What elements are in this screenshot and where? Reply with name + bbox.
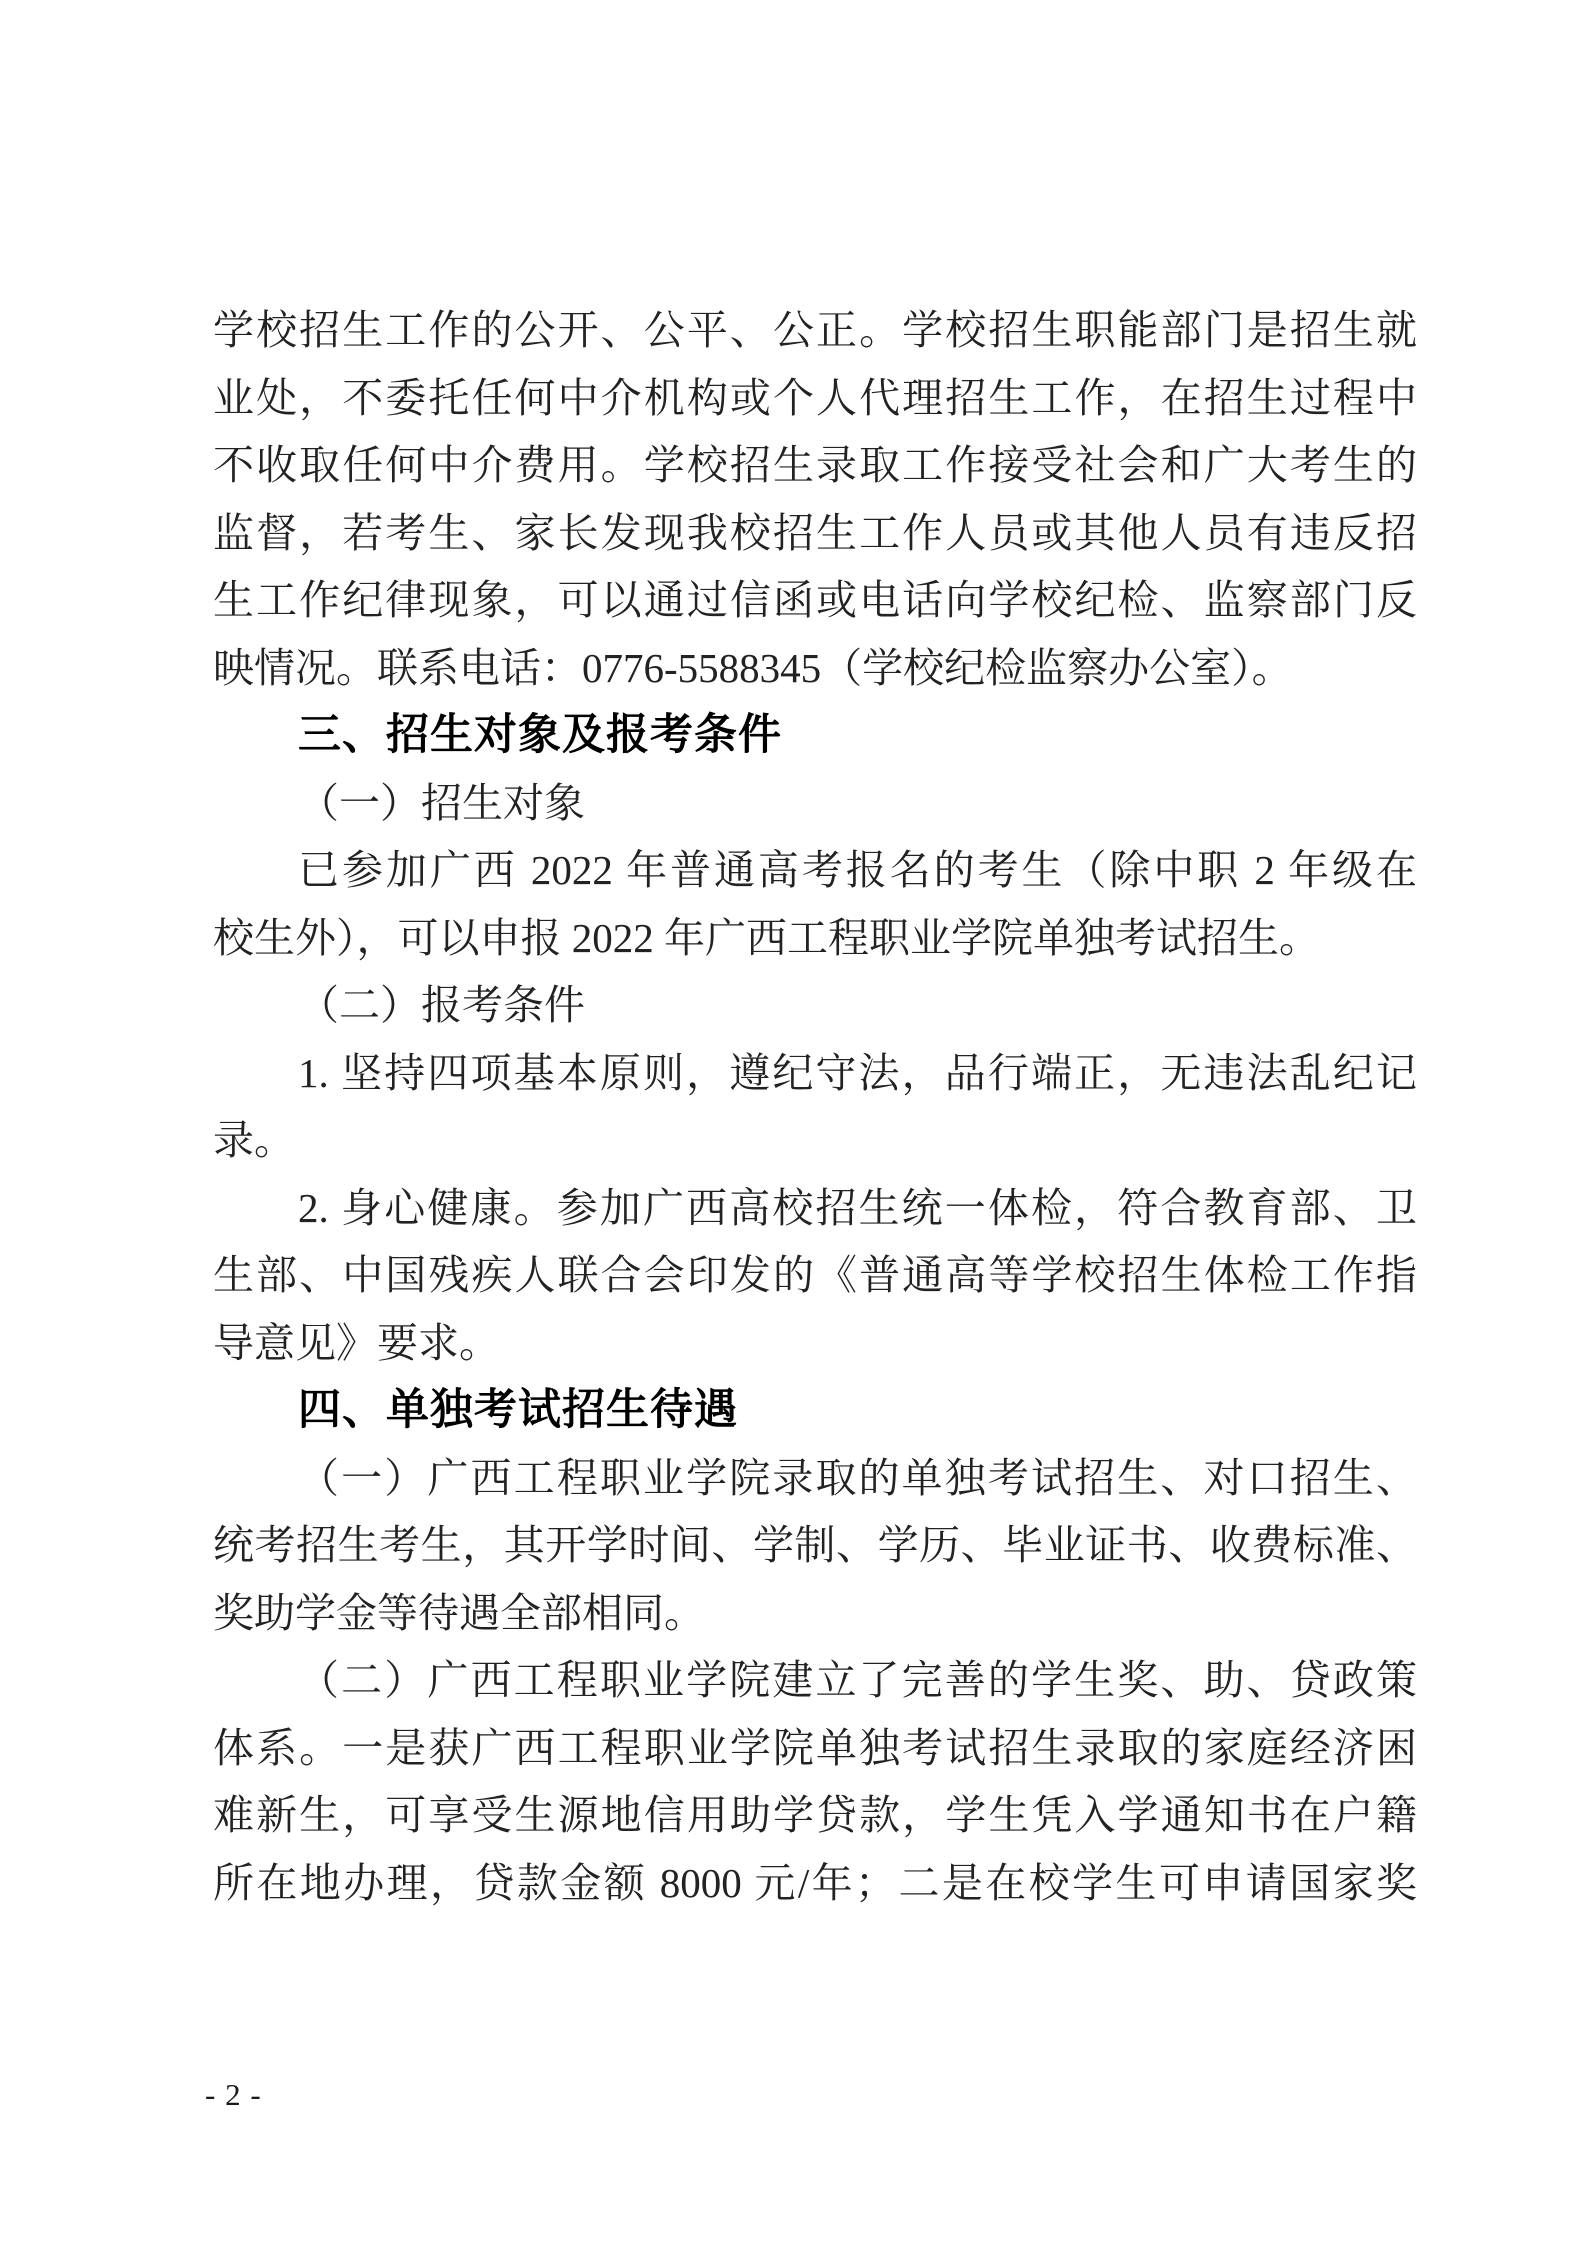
text-line: 学校招生工作的公开、公平、公正。学校招生职能部门是招生就 bbox=[213, 307, 1417, 353]
text-line: （一）广西工程职业学院录取的单独考试招生、对口招生、 bbox=[298, 1454, 1417, 1501]
text-line: 不收取任何中介费用。学校招生录取工作接受社会和广大考生的 bbox=[213, 442, 1417, 488]
text-line: 1. 坚持四项基本原则，遵纪守法，品行端正，无违法乱纪记 bbox=[298, 1049, 1417, 1096]
text-line: 所在地办理，贷款金额 8000 元/年；二是在校学生可申请国家奖 bbox=[213, 1859, 1417, 1906]
text-line: （一）招生对象 bbox=[298, 779, 585, 826]
page-number: - 2 - bbox=[205, 2077, 262, 2112]
text-line: 映情况。联系电话：0776-5588345（学校纪检监察办公室）。 bbox=[213, 644, 1293, 691]
text-line: 录。 bbox=[213, 1117, 295, 1163]
text-line: （二）广西工程职业学院建立了完善的学生奖、助、贷政策 bbox=[298, 1657, 1417, 1703]
text-line: 监督，若考生、家长发现我校招生工作人员或其他人员有违反招 bbox=[213, 509, 1417, 556]
text-line: 导意见》要求。 bbox=[213, 1319, 500, 1366]
text-line: 业处，不委托任何中介机构或个人代理招生工作，在招生过程中 bbox=[213, 374, 1417, 421]
text-line: （二）报考条件 bbox=[298, 982, 585, 1028]
text-line: 已参加广西 2022 年普通高考报名的考生（除中职 2 年级在 bbox=[298, 847, 1417, 893]
text-line: 生部、中国残疾人联合会印发的《普通高等学校招生体检工作指 bbox=[213, 1252, 1417, 1298]
text-line: 生工作纪律现象，可以通过信函或电话向学校纪检、监察部门反 bbox=[213, 577, 1417, 623]
document-body bbox=[213, 297, 1417, 1917]
text-line: 难新生，可享受生源地信用助学贷款，学生凭入学通知书在户籍 bbox=[213, 1792, 1417, 1838]
section-heading: 三、招生对象及报考条件 bbox=[298, 711, 782, 759]
text-line: 奖助学金等待遇全部相同。 bbox=[213, 1589, 705, 1636]
text-line: 2. 身心健康。参加广西高校招生统一体检，符合教育部、卫 bbox=[298, 1184, 1417, 1231]
section-heading: 四、单独考试招生待遇 bbox=[298, 1386, 738, 1434]
text-line: 校生外），可以申报 2022 年广西工程职业学院单独考试招生。 bbox=[213, 914, 1320, 961]
text-line: 体系。一是获广西工程职业学院单独考试招生录取的家庭经济困 bbox=[213, 1724, 1417, 1771]
text-line: 统考招生考生，其开学时间、学制、学历、毕业证书、收费标准、 bbox=[213, 1522, 1417, 1568]
